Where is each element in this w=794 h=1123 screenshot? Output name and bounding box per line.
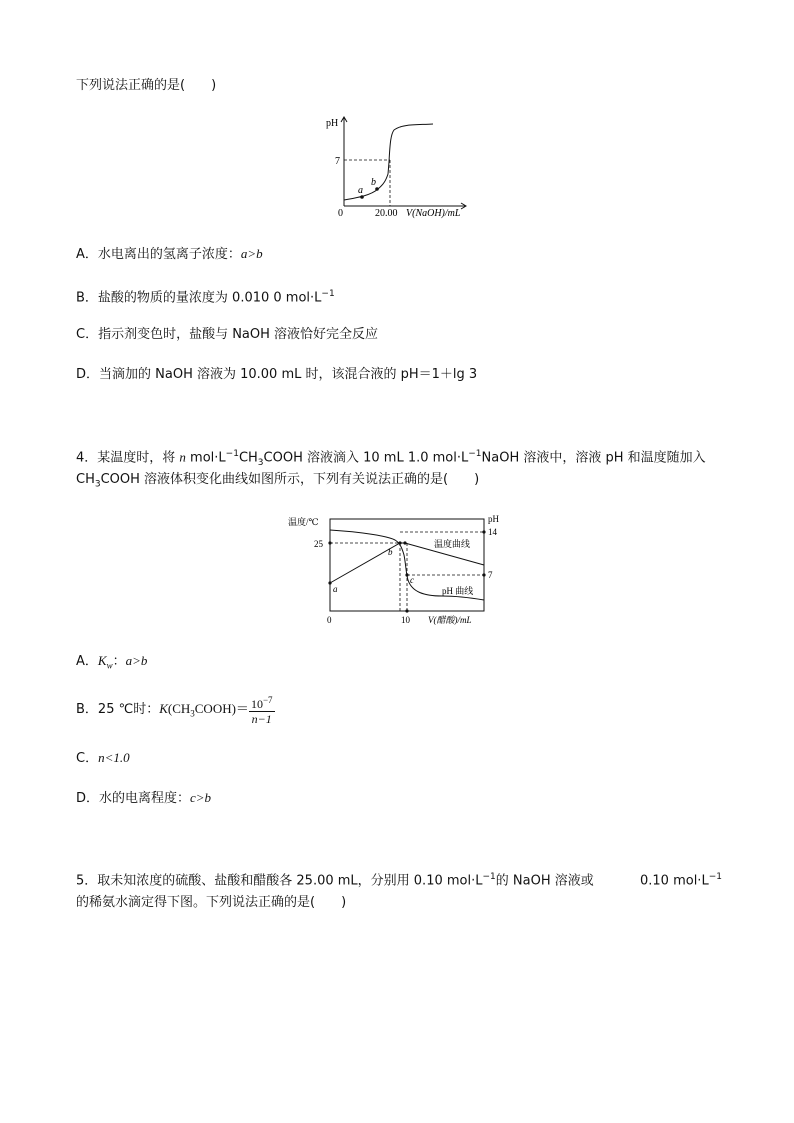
q3-stem: 下列说法正确的是( ) [76, 78, 217, 93]
q4-stem-line-2 [76, 472, 479, 493]
q4-option-b-formula-2: COOH)＝ [194, 701, 249, 716]
q4-option-b [76, 692, 275, 731]
q4-stem-n: n [179, 449, 186, 465]
q3-fig-x-axis-label: V(NaOH)/mL [406, 208, 461, 219]
q4-option-d-expr: c>b [190, 790, 212, 805]
q4-stem-line-1 [76, 446, 706, 471]
q3-option-a-expr: a>b [240, 246, 263, 261]
q3-option-a [76, 246, 263, 263]
q4-stem-sub: 3 [257, 457, 264, 468]
q4-option-a-sub: w [106, 660, 113, 671]
q3-option-d: D．当滴加的 NaOH 溶液为 10.00 mL 时，该混合液的 pH＝1＋lg 3 [76, 367, 478, 382]
q4-option-b-k: K [159, 701, 168, 716]
q3-fig-point-b: b [371, 177, 376, 188]
q4-fig-point-c: c [410, 575, 414, 585]
q4-option-b-sub: 3 [190, 708, 195, 719]
q4-stem-unit: mol·L [185, 450, 226, 466]
q4-stem2-ch: CH [76, 472, 95, 487]
q4-option-d-label: D．水的电离程度： [76, 791, 191, 806]
q4-stem-ch: CH [238, 450, 258, 466]
q4-stem-sup-2: −1 [468, 449, 482, 459]
q3-option-a-text: A．水电离出的氢离子浓度： [76, 247, 241, 262]
q5-stem-text-2: 的 NaOH 溶液或 [495, 873, 594, 889]
q4-fig-right-axis-label: pH [488, 514, 499, 524]
q4-fig-temp-curve-label: 温度曲线 [434, 539, 471, 549]
q4-option-a-label: A． [76, 654, 98, 669]
q4-stem-sup: −1 [225, 449, 239, 459]
q5-stem-sup: −1 [482, 872, 496, 882]
q3-fig-origin: 0 [338, 208, 343, 219]
q4-temperature-ph-figure [282, 510, 512, 630]
q4-option-d [76, 790, 211, 807]
q4-option-a-expr: a>b [125, 653, 148, 668]
q4-option-c-expr: n<1.0 [98, 750, 130, 765]
q4-fig-ph-curve-label: pH 曲线 [442, 586, 474, 596]
q4-fig-tick-25: 25 [314, 539, 323, 549]
q4-fig-origin: 0 [327, 615, 332, 625]
q4-fig-point-a: a [333, 584, 338, 594]
q4-option-b-fraction [249, 693, 275, 726]
q4-stem-text-3: NaOH 溶液中，溶液 pH 和温度随加入 [481, 450, 706, 466]
q3-option-b-text: B．盐酸的物质的量浓度为 0.010 0 mol·L [76, 290, 322, 306]
q4-stem2-sub: 3 [94, 479, 101, 490]
q4-option-c-label: C． [76, 751, 99, 766]
q5-stem-line-1-right [640, 869, 722, 889]
q3-fig-x-tick: 20.00 [375, 208, 398, 219]
q4-fig-tick-7: 7 [488, 570, 493, 580]
q4-stem-text-2: COOH 溶液滴入 10 mL 1.0 mol·L [263, 450, 469, 466]
q3-option-b [76, 286, 335, 306]
q4-option-a-colon: ： [112, 654, 126, 669]
q3-option-b-sup: −1 [321, 289, 335, 299]
q4-option-b-numerator [249, 693, 275, 712]
q4-fig-x-axis-label: V(醋酸)/mL [428, 615, 472, 625]
q4-option-b-formula: (CH [167, 701, 191, 716]
q4-fig-point-b: b [388, 547, 393, 557]
q4-option-b-num-base: 10 [250, 697, 263, 711]
q3-titration-figure [320, 112, 480, 222]
q4-fig-x-tick: 10 [401, 615, 410, 625]
q4-option-b-num-sup: −7 [262, 695, 273, 705]
q4-option-c [76, 750, 130, 767]
q3-fig-y-axis-label: pH [326, 118, 339, 129]
q4-fig-left-axis-label: 温度/℃ [288, 517, 319, 527]
q3-fig-tick-7: 7 [335, 156, 340, 167]
q4-option-a [76, 653, 147, 674]
q3-fig-point-a: a [358, 185, 363, 196]
q4-option-b-denominator: n−1 [251, 712, 272, 726]
q4-fig-tick-14: 14 [488, 527, 497, 537]
q4-stem-text: 4．某温度时，将 [76, 450, 180, 466]
q3-option-c: C．指示剂变色时，盐酸与 NaOH 溶液恰好完全反应 [76, 327, 379, 342]
q4-stem2-text: COOH 溶液体积变化曲线如图所示，下列有关说法正确的是( ) [100, 472, 480, 487]
q4-option-b-label: B．25 ℃时： [76, 702, 160, 717]
q5-stem-sup-2: −1 [708, 872, 722, 882]
q5-stem-line-2: 的稀氨水滴定得下图。下列说法正确的是( ) [76, 895, 347, 910]
q4-option-a-k: K [97, 653, 107, 668]
q5-stem-line-1 [76, 869, 594, 889]
q5-stem-text: 5．取未知浓度的硫酸、盐酸和醋酸各 25.00 mL，分别用 0.10 mol·L [76, 873, 483, 889]
q5-stem-conc: 0.10 mol·L [640, 873, 709, 889]
